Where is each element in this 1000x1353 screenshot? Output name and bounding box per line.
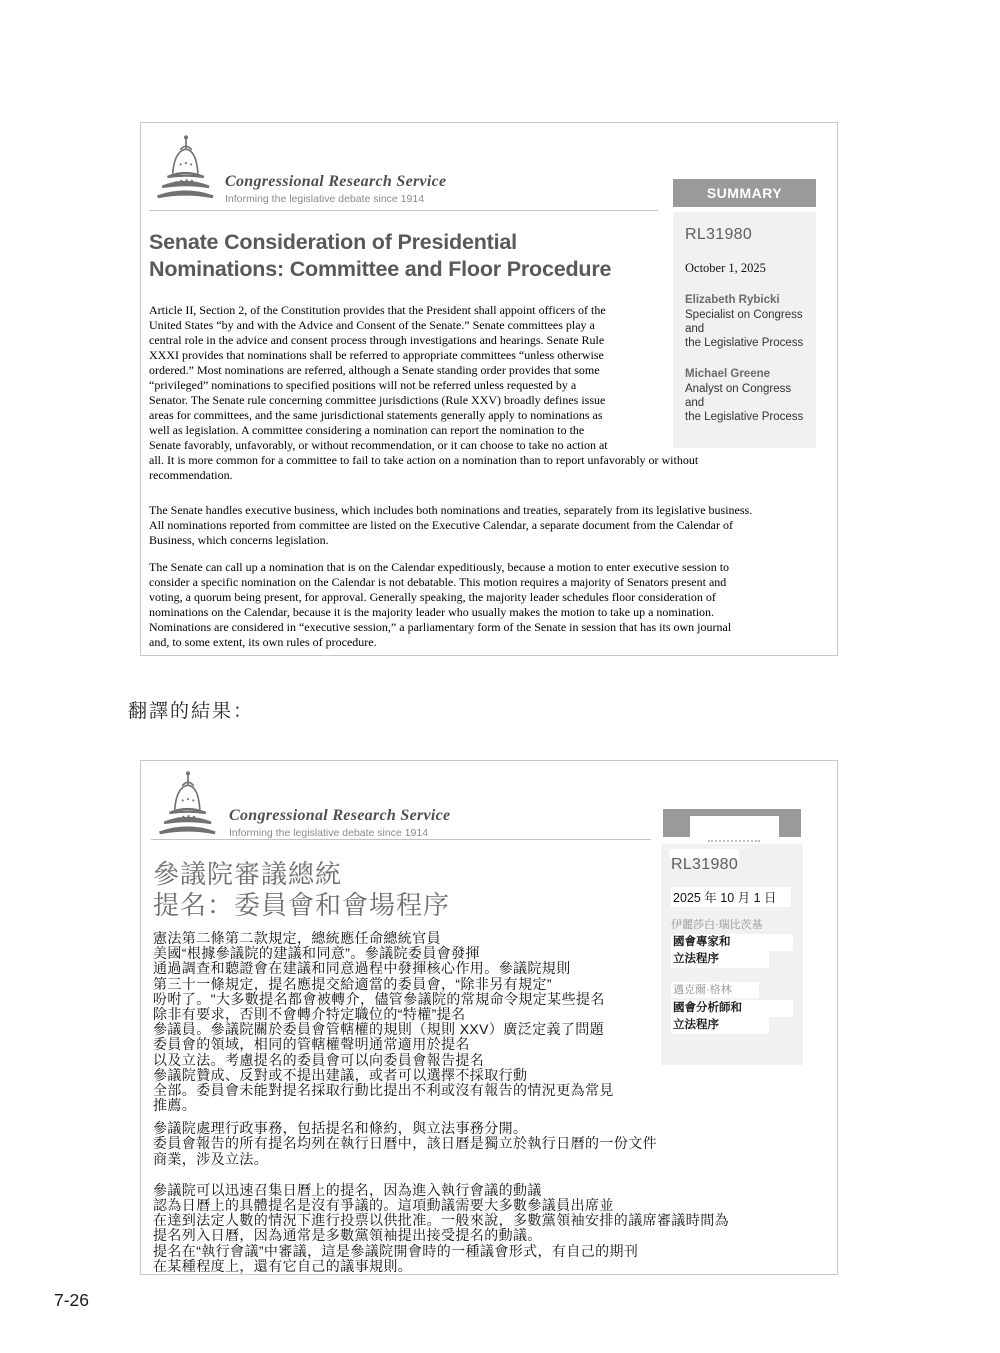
paragraph [149,560,835,650]
header-divider [149,210,658,211]
text-line: Senate favorably, unfavorably, or without recommendation, or it can choose to take no action at [149,438,608,452]
text-line: 在某種程度上，還有它自己的議事規則。 [153,1257,413,1274]
text-line: All nominations reported from committee are listed on the Executive Calendar, a separate document from the Calendar of [149,518,733,532]
translation-overlay-patch [690,816,779,843]
report-title-line: 參議院審議總統 [153,859,343,889]
text-line: 提名列入日曆，因為通常是多數黨領袖提出接受提名的動議。 [153,1227,542,1244]
crs-brand-block [225,173,446,205]
author-name: 伊麗莎白·瑞比茨基 [671,919,763,931]
text-line: areas for committees, and the same jurisdictional statements generally apply to nominations as [149,408,603,422]
author-role-line: the Legislative Process [685,411,804,423]
text-line: 委員會報告的所有提名均列在執行日曆中，該日曆是獨立於執行日曆的一份文件 [153,1135,657,1152]
crs-brand-tagline: Informing the legislative debate since 1914 [229,827,429,839]
report-date: October 1, 2025 [685,261,766,275]
text-line: The Senate handles executive business, which includes both nominations and treaties, separately from its legislative business. [149,503,753,517]
text-line: well as legislation. A committee considering a nomination can report the nomination to the [149,423,585,437]
text-line: Senator. The Senate rule concerning committee jurisdictions (Rule XXV) broadly defines issue [149,393,606,407]
paragraph [149,453,835,483]
author-name: Elizabeth Rybicki [685,294,780,306]
text-line: consider a specific nomination on the Calendar is not debatable. This motion requires a majority of Senators present and [149,575,727,589]
text-line: 提名在“執行會議”中審議，這是參議院開會時的一種議會形式，有自己的期刊 [153,1242,639,1259]
text-line: voting, a quorum being present, for approval. Generally speaking, the majority leader schedules floor consideration of [149,590,716,604]
author-role-text: 立法程序 [671,1017,769,1034]
text-line: 全部。委員會未能對提名採取行動比提出不利或沒有報告的情況更為常見 [153,1081,614,1098]
text-line: 美國“根據參議院的建議和同意”。參議院委員會發揮 [153,945,480,962]
author-role-text: 立法程序 [671,951,769,968]
crs-brand-name: Congressional Research Service [229,807,451,824]
text-line: 吩咐了。"大多數提名都會被轉介，儘管參議院的常規命令規定某些提名 [153,990,605,1007]
text-line: all. It is more common for a committee to fail to take action on a nomination than to report unfavorably or without [149,453,699,467]
report-id: RL31980 [685,226,753,243]
author-role-text: 國會專家和 [671,934,793,951]
text-line: 通過調查和聽證會在建議和同意過程中發揮核心作用。參議院規則 [153,960,571,977]
text-line: 參議院處理行政事務，包括提名和條約，與立法事務分開。 [153,1120,528,1137]
report-title-line: Nominations: Committee and Floor Procedure [149,257,612,281]
text-line: United States “by and with the Advice and Consent of the Senate.” Senate committees play a [149,318,595,332]
text-line: 第三十一條規定，提名應提交給適當的委員會，“除非另有規定” [153,975,552,992]
text-line: 商業，涉及立法。 [153,1150,269,1167]
text-line: 參議員。參議院關於委員會管轄權的規則（規則 XXV）廣泛定義了問題 [153,1021,605,1038]
text-line: 認為日曆上的具體提名是沒有爭議的。這項動議需要大多數參議員出席並 [153,1197,614,1213]
text-line: 推薦。 [153,1097,197,1114]
author-role-line: Specialist on Congress and [685,309,803,335]
text-line: and, to some extent, its own rules of procedure. [149,635,377,649]
paragraph [149,503,835,548]
text-line: Article II, Section 2, of the Constitution provides that the President shall appoint officers of the [149,303,606,317]
report-body [153,931,833,1274]
author-role-text: 國會分析師和 [671,1000,793,1017]
crs-brand-name: Congressional Research Service [225,173,447,190]
text-line: Business, which concerns legislation. [149,533,329,547]
paragraph [153,1183,833,1274]
overlay-text-remnant [708,840,760,842]
text-line: The Senate can call up a nomination that is on the Calendar expeditiously, because a motion to enter executive session to [149,560,730,574]
summary-header-bar: SUMMARY [673,179,816,207]
text-line: Nominations are considered in “executive session,” a parliamentary form of the Senate in session that has its own journal [149,620,732,634]
screenshot-crs-report-translated [140,760,838,1275]
report-id: RL31980 [671,856,739,873]
report-title-line: Senate Consideration of Presidential [149,230,517,254]
text-line: 除非有要求，否則不會轉介特定職位的“特權”提名 [153,1005,466,1022]
crs-brand-block [229,807,450,839]
report-body [149,303,835,650]
paragraph [153,931,833,1113]
paragraph [153,1121,833,1167]
translation-result-label: 翻譯的結果： [128,701,255,722]
author-role-line: the Legislative Process [685,337,804,349]
report-title-line: 提名：委員會和會場程序 [153,890,451,920]
report-title [149,229,611,283]
crs-brand-tagline: Informing the legislative debate since 1914 [225,193,425,205]
report-id-wrap [671,856,793,874]
text-line: “privileged” nominations to specified positions will not be referred unless requested by a [149,378,577,392]
report-date-text: 2025 年 10 月 1 日 [671,887,791,907]
author-name: Michael Greene [685,368,771,380]
screenshot-crs-report-english [140,122,838,656]
author-name-text: 邁克爾·格林 [671,982,759,998]
header-divider [151,839,651,840]
text-line: nominations on the Calendar, because it is the majority leader who usually makes the motion to take up a nomination. [149,605,715,619]
summary-header-bar-covered [663,809,801,837]
text-line: 在達到法定人數的情況下進行投票以供批准。一般來說，多數黨領袖安排的議席審議時間為 [153,1212,729,1229]
text-line: central role in the advice and consent process through investigations and hearings. Senate Rule [149,333,605,347]
text-line: 參議院贊成、反對或不提出建議，或者可以選擇不採取行動 [153,1066,528,1083]
capitol-dome-sketch-icon [151,133,217,213]
capitol-dome-sketch-icon [153,769,219,849]
report-title [153,859,450,921]
text-line: 參議院可以迅速召集日曆上的提名，因為進入執行會議的動議 [153,1181,542,1198]
paragraph [149,303,835,453]
text-line: 以及立法。考慮提名的委員會可以向委員會報告提名 [153,1051,485,1068]
author-role-line: Analyst on Congress and [685,383,792,409]
report-date [671,887,793,907]
text-line: recommendation. [149,468,233,482]
page-number: 7-26 [54,1290,90,1310]
text-line: 委員會的領域，相同的管轄權聲明通常適用於提名 [153,1036,470,1053]
text-line: XXXI provides that nominations shall be referred to appropriate committees “unless otherwise [149,348,604,362]
text-line: ordered.” Most nominations are referred, although a Senate standing order provides that some [149,363,600,377]
text-line: 憲法第二條第二款規定，總統應任命總統官員 [153,930,441,946]
